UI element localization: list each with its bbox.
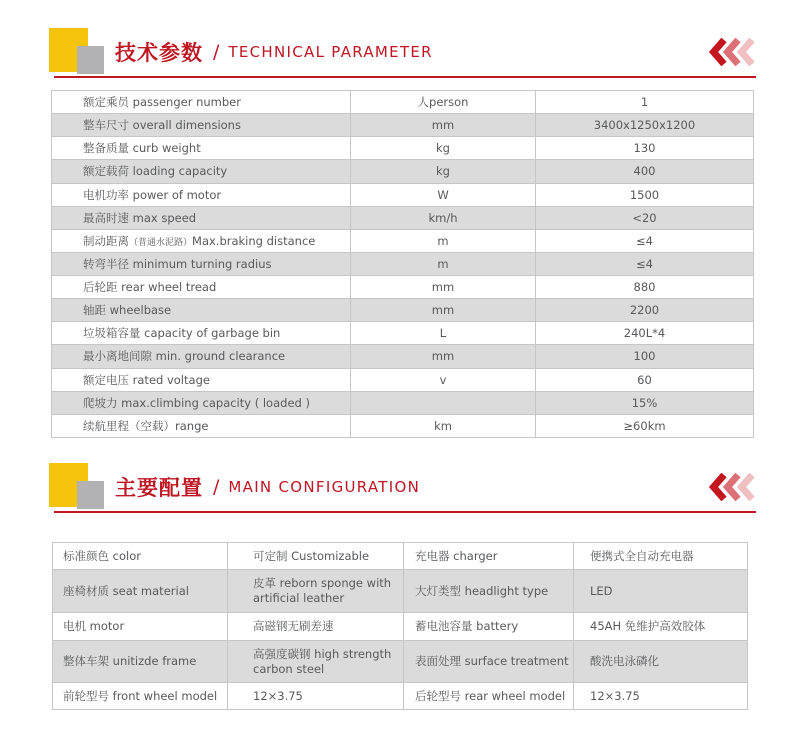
technical-parameter-header [49, 28, 756, 80]
param-label-cell: 额定电压 rated voltage [52, 368, 351, 391]
config-value-cell: LED [574, 570, 748, 613]
config-value-cell: 酸洗电泳磷化 [574, 641, 748, 683]
table-row [53, 613, 748, 641]
section-underline [54, 76, 756, 78]
config-label-cell: 标准颜色 color [53, 543, 228, 570]
param-unit-cell: mm [351, 345, 536, 368]
config-label-cell: 座椅材质 seat material [53, 570, 228, 613]
param-value-cell: 2200 [536, 299, 754, 322]
table-row [53, 683, 748, 710]
param-label-cell: 轴距 wheelbase [52, 299, 351, 322]
config-label-cell: 后轮型号 rear wheel model [404, 683, 574, 710]
param-label-cell: 制动距离（普通水泥路）Max.braking distance [52, 229, 351, 252]
table-row [52, 137, 754, 160]
table-row [52, 322, 754, 345]
section-title-zh: 技术参数 [115, 41, 203, 65]
param-unit-cell: m [351, 229, 536, 252]
table-row [52, 206, 754, 229]
param-value-cell: 240L*4 [536, 322, 754, 345]
config-label-cell: 表面处理 surface treatment [404, 641, 574, 683]
table-row [52, 391, 754, 414]
param-label-cell: 最小离地间隙 min. ground clearance [52, 345, 351, 368]
gray-square-decor [77, 46, 104, 74]
config-value-cell: 12×3.75 [574, 683, 748, 710]
section-title-zh: 主要配置 [115, 476, 203, 500]
config-label-cell: 充电器 charger [404, 543, 574, 570]
param-label-cell: 爬坡力 max.climbing capacity ( loaded ) [52, 391, 351, 414]
param-value-cell: <20 [536, 206, 754, 229]
table-row [52, 91, 754, 114]
param-label-cell: 整备质量 curb weight [52, 137, 351, 160]
section-title [115, 28, 433, 76]
param-label-cell: 最高时速 max speed [52, 206, 351, 229]
param-label-cell: 额定载荷 loading capacity [52, 160, 351, 183]
param-value-cell: 1500 [536, 183, 754, 206]
main-configuration-table [52, 542, 748, 710]
table-row [52, 114, 754, 137]
section-title-en: TECHNICAL PARAMETER [228, 43, 433, 61]
param-unit-cell: 人person [351, 91, 536, 114]
param-unit-cell: mm [351, 276, 536, 299]
table-row [52, 183, 754, 206]
param-value-cell: 1 [536, 91, 754, 114]
section-underline [54, 511, 756, 513]
param-value-cell: 400 [536, 160, 754, 183]
param-value-cell: 880 [536, 276, 754, 299]
config-value-cell: 可定制 Customizable [228, 543, 404, 570]
config-value-cell: 便携式全自动充电器 [574, 543, 748, 570]
param-unit-cell: mm [351, 299, 536, 322]
param-unit-cell: km [351, 414, 536, 437]
config-value-cell: 高强度碳钢 high strength carbon steel [228, 641, 404, 683]
table-row [53, 641, 748, 683]
param-unit-cell: m [351, 252, 536, 275]
title-slash: / [213, 41, 220, 63]
param-unit-cell: kg [351, 137, 536, 160]
table-row [52, 414, 754, 437]
param-value-cell: ≤4 [536, 229, 754, 252]
param-unit-cell: v [351, 368, 536, 391]
param-label-cell: 电机功率 power of motor [52, 183, 351, 206]
table-row [52, 345, 754, 368]
config-value-cell: 45AH 免维护高效胶体 [574, 613, 748, 641]
technical-parameter-table [51, 90, 754, 438]
config-label-cell: 电机 motor [53, 613, 228, 641]
main-configuration-header [49, 463, 756, 515]
table-row [53, 543, 748, 570]
param-label-cell: 整车尺寸 overall dimensions [52, 114, 351, 137]
triple-chevron-icon [709, 473, 755, 501]
param-value-cell: 130 [536, 137, 754, 160]
param-value-cell: 3400x1250x1200 [536, 114, 754, 137]
section-title [115, 463, 420, 511]
triple-chevron-icon [709, 38, 755, 66]
param-unit-cell [351, 391, 536, 414]
table-row [52, 229, 754, 252]
section-title-en: MAIN CONFIGURATION [228, 478, 421, 496]
config-value-cell: 高磁钢无刷差速 [228, 613, 404, 641]
config-label-cell: 前轮型号 front wheel model [53, 683, 228, 710]
param-label-cell: 续航里程（空载）range [52, 414, 351, 437]
param-unit-cell: W [351, 183, 536, 206]
config-label-cell: 蓄电池容量 battery [404, 613, 574, 641]
param-unit-cell: L [351, 322, 536, 345]
param-unit-cell: mm [351, 114, 536, 137]
config-value-cell: 皮革 reborn sponge with artificial leather [228, 570, 404, 613]
table-row [53, 570, 748, 613]
gray-square-decor [77, 481, 104, 509]
param-label-cell: 额定乘员 passenger number [52, 91, 351, 114]
param-value-cell: ≥60km [536, 414, 754, 437]
param-value-cell: 100 [536, 345, 754, 368]
param-label-cell: 后轮距 rear wheel tread [52, 276, 351, 299]
param-label-cell: 垃圾箱容量 capacity of garbage bin [52, 322, 351, 345]
table-row [52, 252, 754, 275]
table-row [52, 368, 754, 391]
config-value-cell: 12×3.75 [228, 683, 404, 710]
table-row [52, 160, 754, 183]
title-slash: / [213, 476, 220, 498]
param-value-cell: 60 [536, 368, 754, 391]
param-value-cell: 15% [536, 391, 754, 414]
config-label-cell: 大灯类型 headlight type [404, 570, 574, 613]
param-unit-cell: km/h [351, 206, 536, 229]
table-row [52, 299, 754, 322]
param-unit-cell: kg [351, 160, 536, 183]
config-label-cell: 整体车架 unitizde frame [53, 641, 228, 683]
table-row [52, 276, 754, 299]
param-label-cell: 转弯半径 minimum turning radius [52, 252, 351, 275]
param-value-cell: ≤4 [536, 252, 754, 275]
